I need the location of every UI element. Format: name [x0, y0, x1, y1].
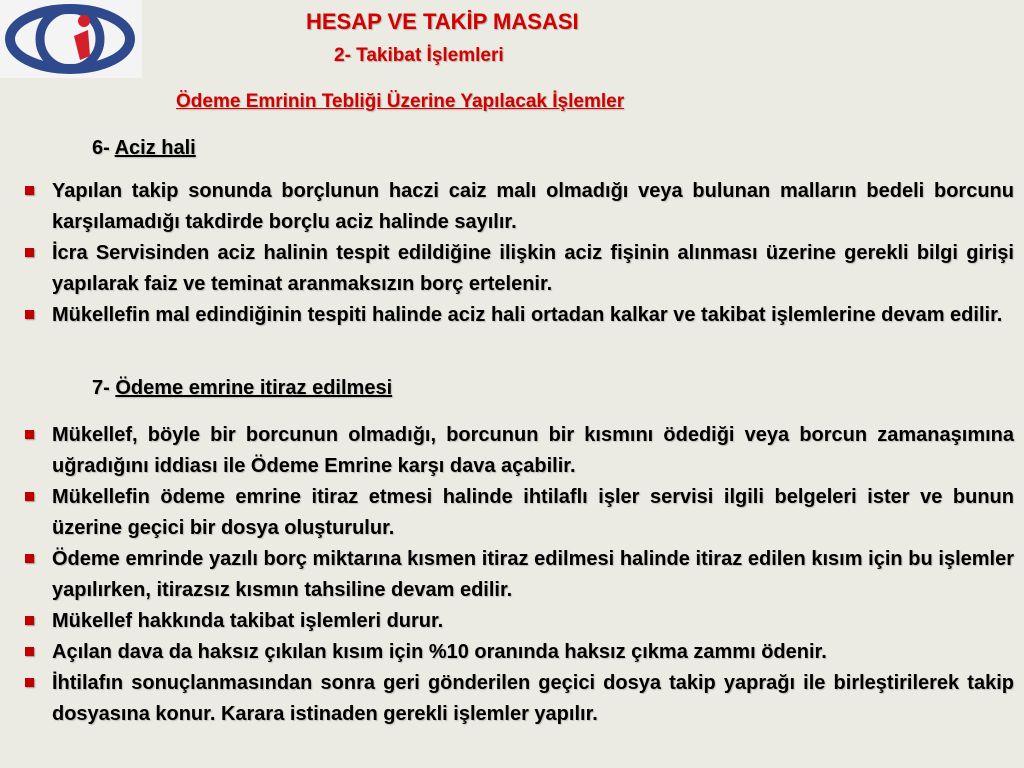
list-item: Açılan dava da haksız çıkılan kısım için %10 oranında haksız çıkma zammı ödenir. [20, 637, 1014, 668]
section-7-list [20, 420, 1014, 730]
logo-emblem-icon [0, 0, 142, 78]
section-6-label: Aciz hali [114, 137, 196, 159]
section-7-label: Ödeme emrine itiraz edilmesi [115, 377, 393, 399]
bullet-square-icon [25, 616, 34, 625]
section-6-title [92, 137, 196, 160]
bullet-square-icon [25, 310, 34, 319]
section-6-list [20, 176, 1014, 331]
bullet-square-icon [25, 554, 34, 563]
section-7-title [92, 377, 392, 400]
list-item: İhtilafın sonuçlanmasından sonra geri gönderilen geçici dosya takip yaprağı ile birleştirilerek takip dosyasına konur. Karara istinaden gerekli işlemler yapılır. [20, 668, 1014, 730]
section-heading: Ödeme Emrinin Tebliği Üzerine Yapılacak İşlemler [176, 91, 625, 112]
list-item: Mükellef hakkında takibat işlemleri durur. [20, 606, 1014, 637]
list-item: İcra Servisinden aciz halinin tespit edildiğine ilişkin aciz fişinin alınması üzerine gerekli bilgi girişi yapılarak faiz ve teminat aranmaksızın borç ertelenir. [20, 238, 1014, 300]
list-item: Mükellef, böyle bir borcunun olmadığı, borcunun bir kısmını ödediği veya borcun zamanaşımına uğradığını iddiası ile Ödeme Emrine karşı dava açabilir. [20, 420, 1014, 482]
page-title: HESAP VE TAKİP MASASI [306, 9, 579, 34]
bullet-square-icon [25, 492, 34, 501]
list-item: Yapılan takip sonunda borçlunun haczi caiz malı olmadığı veya bulunan malların bedeli borcunu karşılamadığı takdirde borçlu aciz halinde sayılır. [20, 176, 1014, 238]
section-7-number: 7- [92, 377, 116, 399]
page-subtitle: 2- Takibat İşlemleri [334, 45, 504, 66]
bullet-square-icon [25, 248, 34, 257]
section-6-number: 6- [92, 137, 115, 159]
bullet-square-icon [25, 647, 34, 656]
list-item: Mükellefin ödeme emrine itiraz etmesi halinde ihtilaflı işler servisi ilgili belgeleri ister ve bunun üzerine geçici bir dosya oluşturulur. [20, 482, 1014, 544]
bullet-square-icon [25, 186, 34, 195]
bullet-square-icon [25, 430, 34, 439]
list-item: Mükellefin mal edindiğinin tespiti halinde aciz hali ortadan kalkar ve takibat işlemlerine devam edilir. [20, 300, 1014, 331]
bullet-square-icon [25, 678, 34, 687]
list-item: Ödeme emrinde yazılı borç miktarına kısmen itiraz edilmesi halinde itiraz edilen kısım için bu işlemler yapılırken, itirazsız kısmın tahsiline devam edilir. [20, 544, 1014, 606]
logo [0, 0, 142, 78]
